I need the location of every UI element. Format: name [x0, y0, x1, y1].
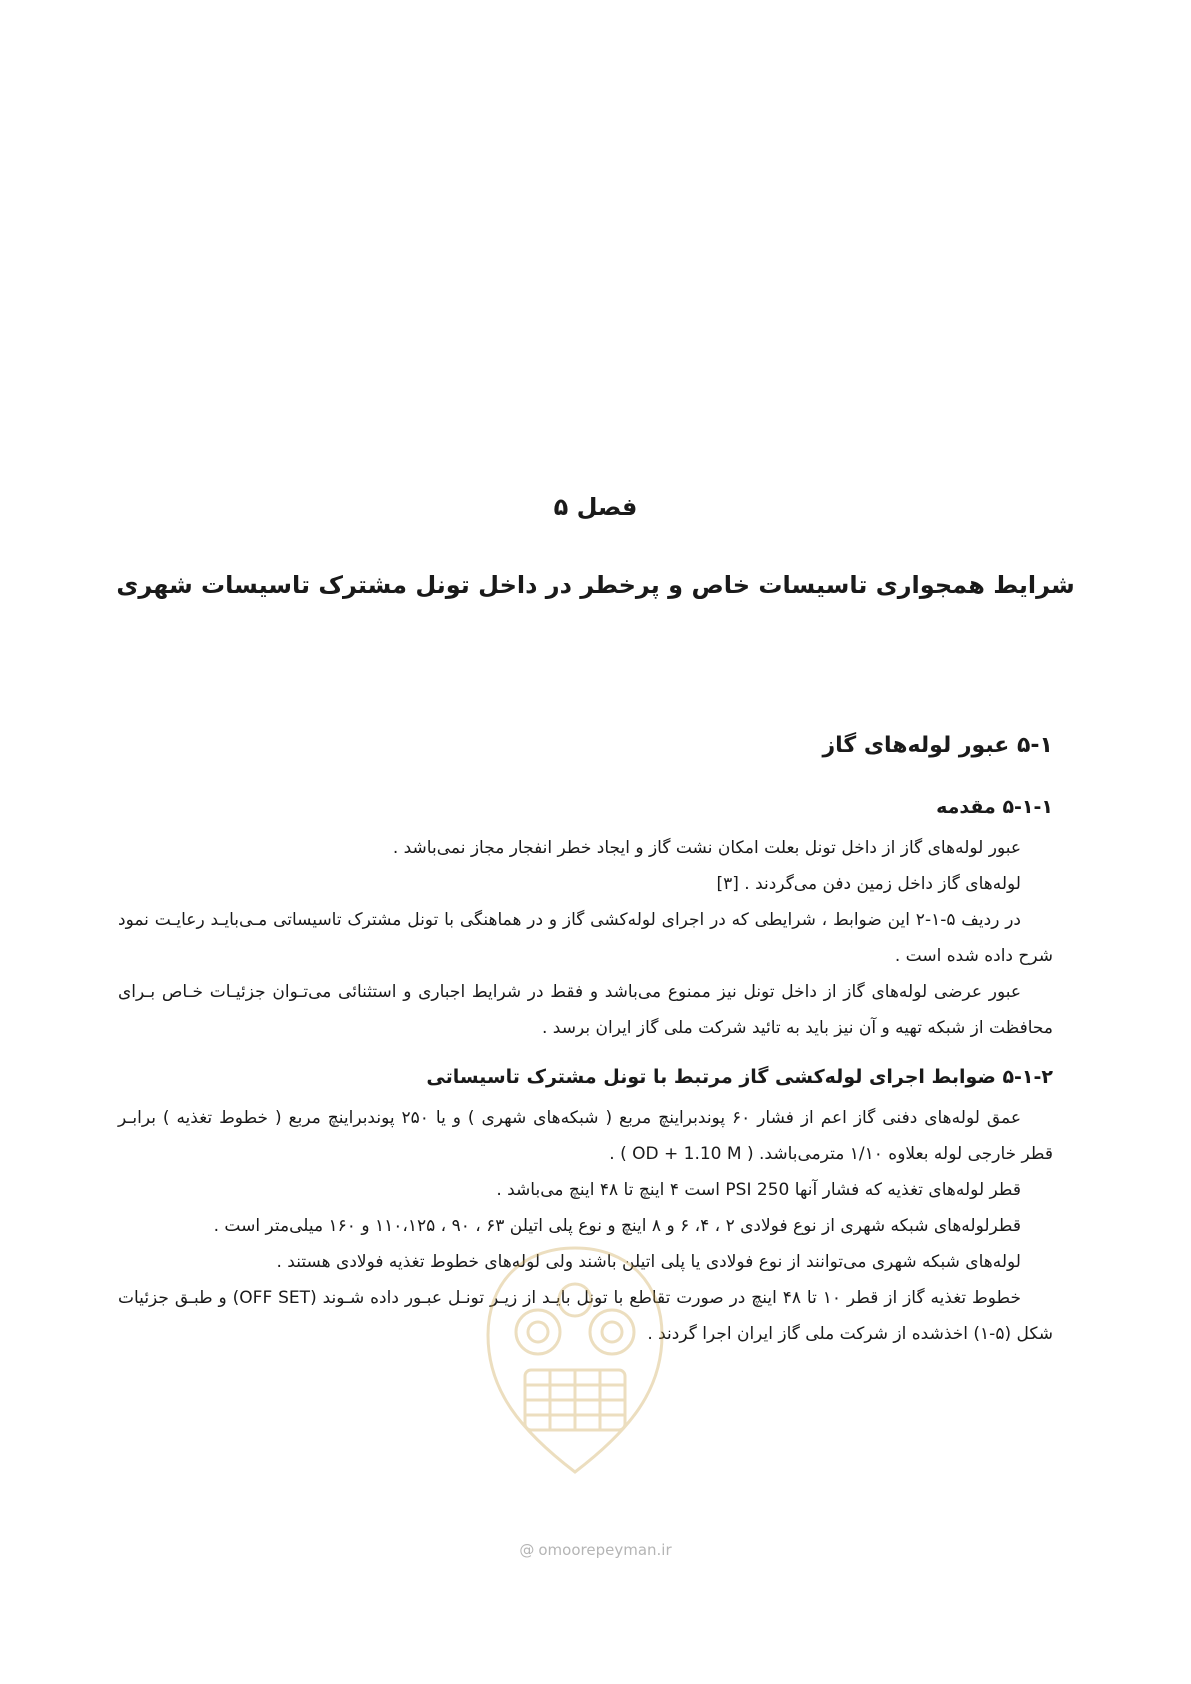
- paragraph: در ردیف ۵-۱-۲ این ضوابط ، شرایطی که در اجرای لوله‌کشی گاز و در هماهنگی با تونل مشترک تاسیساتی مـی‌بایـد رعایـت نمود شرح داده شده است .: [118, 910, 1053, 966]
- paragraph: عبور عرضی لوله‌های گاز از داخل تونل نیز ممنوع می‌باشد و فقط در شرایط اجباری و استثنائی می‌تـوان جزئیـات خـاص بـرای محافظت از شبکه تهیه و آن نیز باید به تائید شرکت ملی گاز ایران برسد .: [118, 982, 1053, 1038]
- chapter-title: شرایط همجواری تاسیسات خاص و پرخطر در داخل تونل مشترک تاسیسات شهری: [116, 571, 1075, 599]
- paragraph: عمق لوله‌های دفنی گاز اعم از فشار ۶۰ پوندبراینچ مربع ( شبکه‌های شهری ) و یا ۲۵۰ پوندبراینچ مربع ( خطوط تغذیه ) برابـر قطر خارجی لوله بعلاوه ۱/۱۰ مترمی‌باشد. ( OD + 1.10 M ) .: [118, 1108, 1053, 1164]
- paragraph: قطرلوله‌های شبکه شهری از نوع فولادی ۲ ، ۴، ۶ و ۸ اینچ و نوع پلی اتیلن ۶۳ ، ۹۰ ، ۱۱۰،۱۲۵ و ۱۶۰ میلی‌متر است .: [213, 1216, 1021, 1236]
- at-icon: @: [519, 1541, 535, 1559]
- paragraph: قطر لوله‌های تغذیه که فشار آنها 250 PSI است ۴ اینچ تا ۴۸ اینچ می‌باشد .: [496, 1180, 1021, 1200]
- subsection-heading-rules: ۵-۱-۲ ضوابط اجرای لوله‌کشی گاز مرتبط با تونل مشترک تاسیساتی: [426, 1066, 1053, 1088]
- watermark-url-text: omoorepeyman.ir: [538, 1541, 672, 1559]
- paragraph: خطوط تغذیه گاز از قطر ۱۰ تا ۴۸ اینچ در صورت تقاطع با تونل بایـد از زیـر تونـل عبـور داده شـوند (OFF SET) و طبـق جزئیات شکل (۵-۱) اخذشده از شرکت ملی گاز ایران اجرا گردند .: [118, 1288, 1053, 1344]
- paragraph: عبور لوله‌های گاز از داخل تونل بعلت امکان نشت گاز و ایجاد خطر انفجار مجاز نمی‌باشد .: [392, 838, 1021, 858]
- watermark-logo-icon: [480, 1240, 670, 1480]
- paragraph: لوله‌های گاز داخل زمین دفن می‌گردند . [۳]: [716, 874, 1021, 894]
- chapter-number: فصل ۵: [553, 493, 638, 521]
- subsection-heading-intro: ۵-۱-۱ مقدمه: [936, 796, 1053, 818]
- paragraph: لوله‌های شبکه شهری می‌توانند از نوع فولادی یا پلی اتیلن باشند ولی لوله‌های خطوط تغذیه فولادی هستند .: [276, 1252, 1021, 1272]
- watermark-url: [0, 1541, 1191, 1559]
- section-heading: ۵-۱ عبور لوله‌های گاز: [822, 733, 1053, 758]
